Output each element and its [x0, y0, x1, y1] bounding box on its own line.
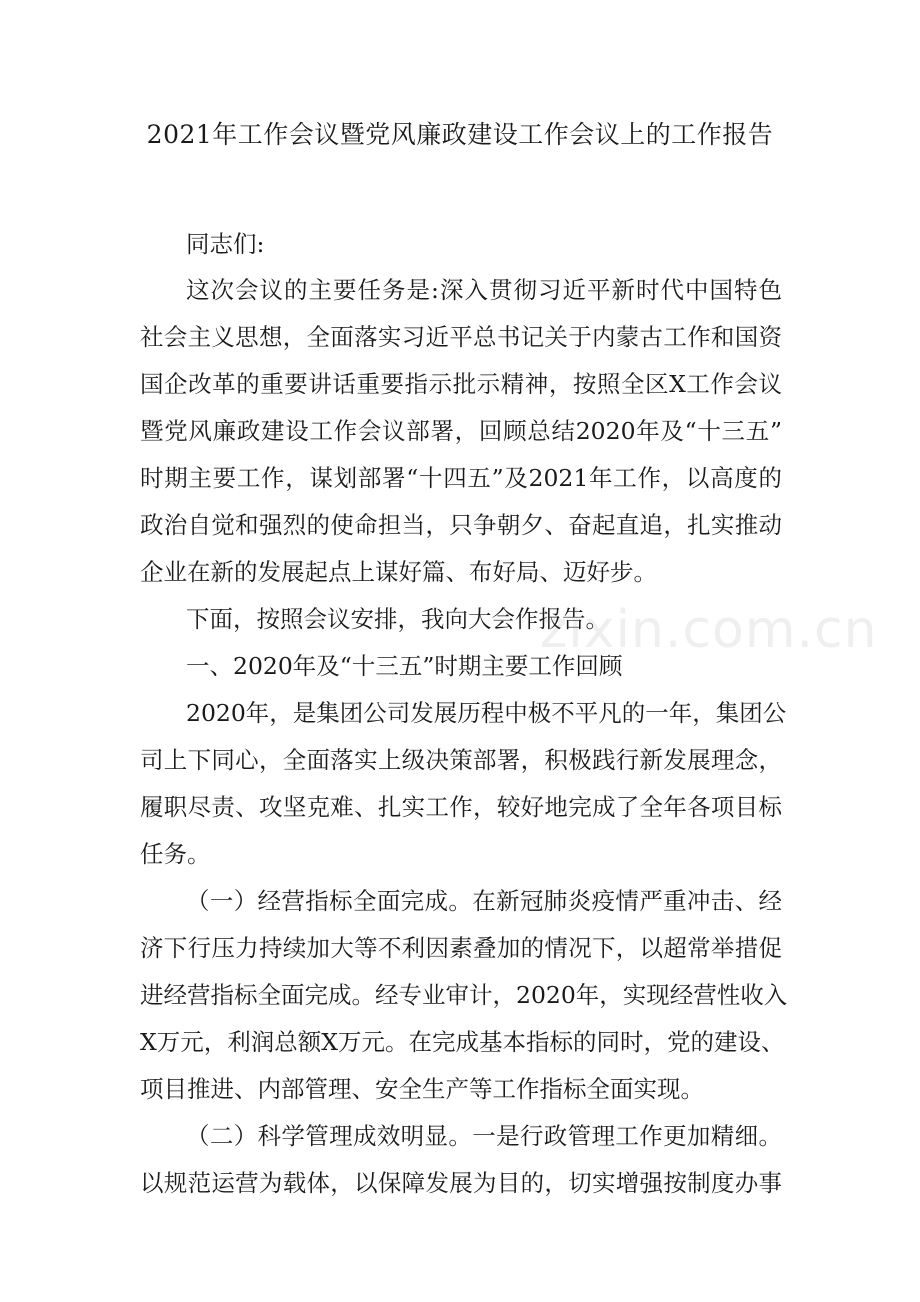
- salutation: 同志们:: [186, 230, 265, 258]
- paragraph-line: 履职尽责、攻坚克难、扎实工作，较好地完成了全年各项目标: [140, 793, 782, 821]
- document-title: 2021年工作会议暨党风廉政建设工作会议上的工作报告: [146, 120, 774, 149]
- paragraph-line: 任务。: [140, 840, 211, 868]
- paragraph-line: 国企改革的重要讲话重要指示批示精神，按照全区X工作会议: [140, 370, 782, 398]
- paragraph-line: 2020年，是集团公司发展历程中极不平凡的一年，集团公: [186, 699, 787, 727]
- watermark: zixin.com.cn: [540, 600, 878, 660]
- paragraph-line: （一）经营指标全面完成。在新冠肺炎疫情严重冲击、经: [186, 887, 782, 915]
- section-heading: 一、2020年及“十三五”时期主要工作回顾: [186, 652, 623, 680]
- paragraph-line: 社会主义思想，全面落实习近平总书记关于内蒙古工作和国资: [140, 323, 782, 351]
- paragraph-line: 以规范运营为载体，以保障发展为目的，切实增强按制度办事: [140, 1169, 782, 1197]
- paragraph-line: 政治自觉和强烈的使命担当，只争朝夕、奋起直追，扎实推动: [140, 511, 782, 539]
- paragraph-line: 进经营指标全面完成。经专业审计，2020年，实现经营性收入: [140, 981, 788, 1009]
- paragraph-line: 项目推进、内部管理、安全生产等工作指标全面实现。: [140, 1075, 704, 1103]
- paragraph-line: 时期主要工作，谋划部署“十四五”及2021年工作，以高度的: [140, 464, 782, 492]
- paragraph-line: 下面，按照会议安排，我向大会作报告。: [186, 605, 609, 633]
- paragraph-line: 司上下同心，全面落实上级决策部署，积极践行新发展理念，: [140, 746, 782, 774]
- paragraph-line: 企业在新的发展起点上谋好篇、布好局、迈好步。: [140, 558, 657, 586]
- paragraph-line: （二）科学管理成效明显。一是行政管理工作更加精细。: [186, 1122, 782, 1150]
- paragraph-line: X万元，利润总额X万元。在完成基本指标的同时，党的建设、: [140, 1028, 785, 1056]
- paragraph-line: 这次会议的主要任务是:深入贯彻习近平新时代中国特色: [186, 276, 782, 304]
- paragraph-line: 济下行压力持续加大等不利因素叠加的情况下，以超常举措促: [140, 934, 782, 962]
- paragraph-line: 暨党风廉政建设工作会议部署，回顾总结2020年及“十三五”: [140, 417, 782, 445]
